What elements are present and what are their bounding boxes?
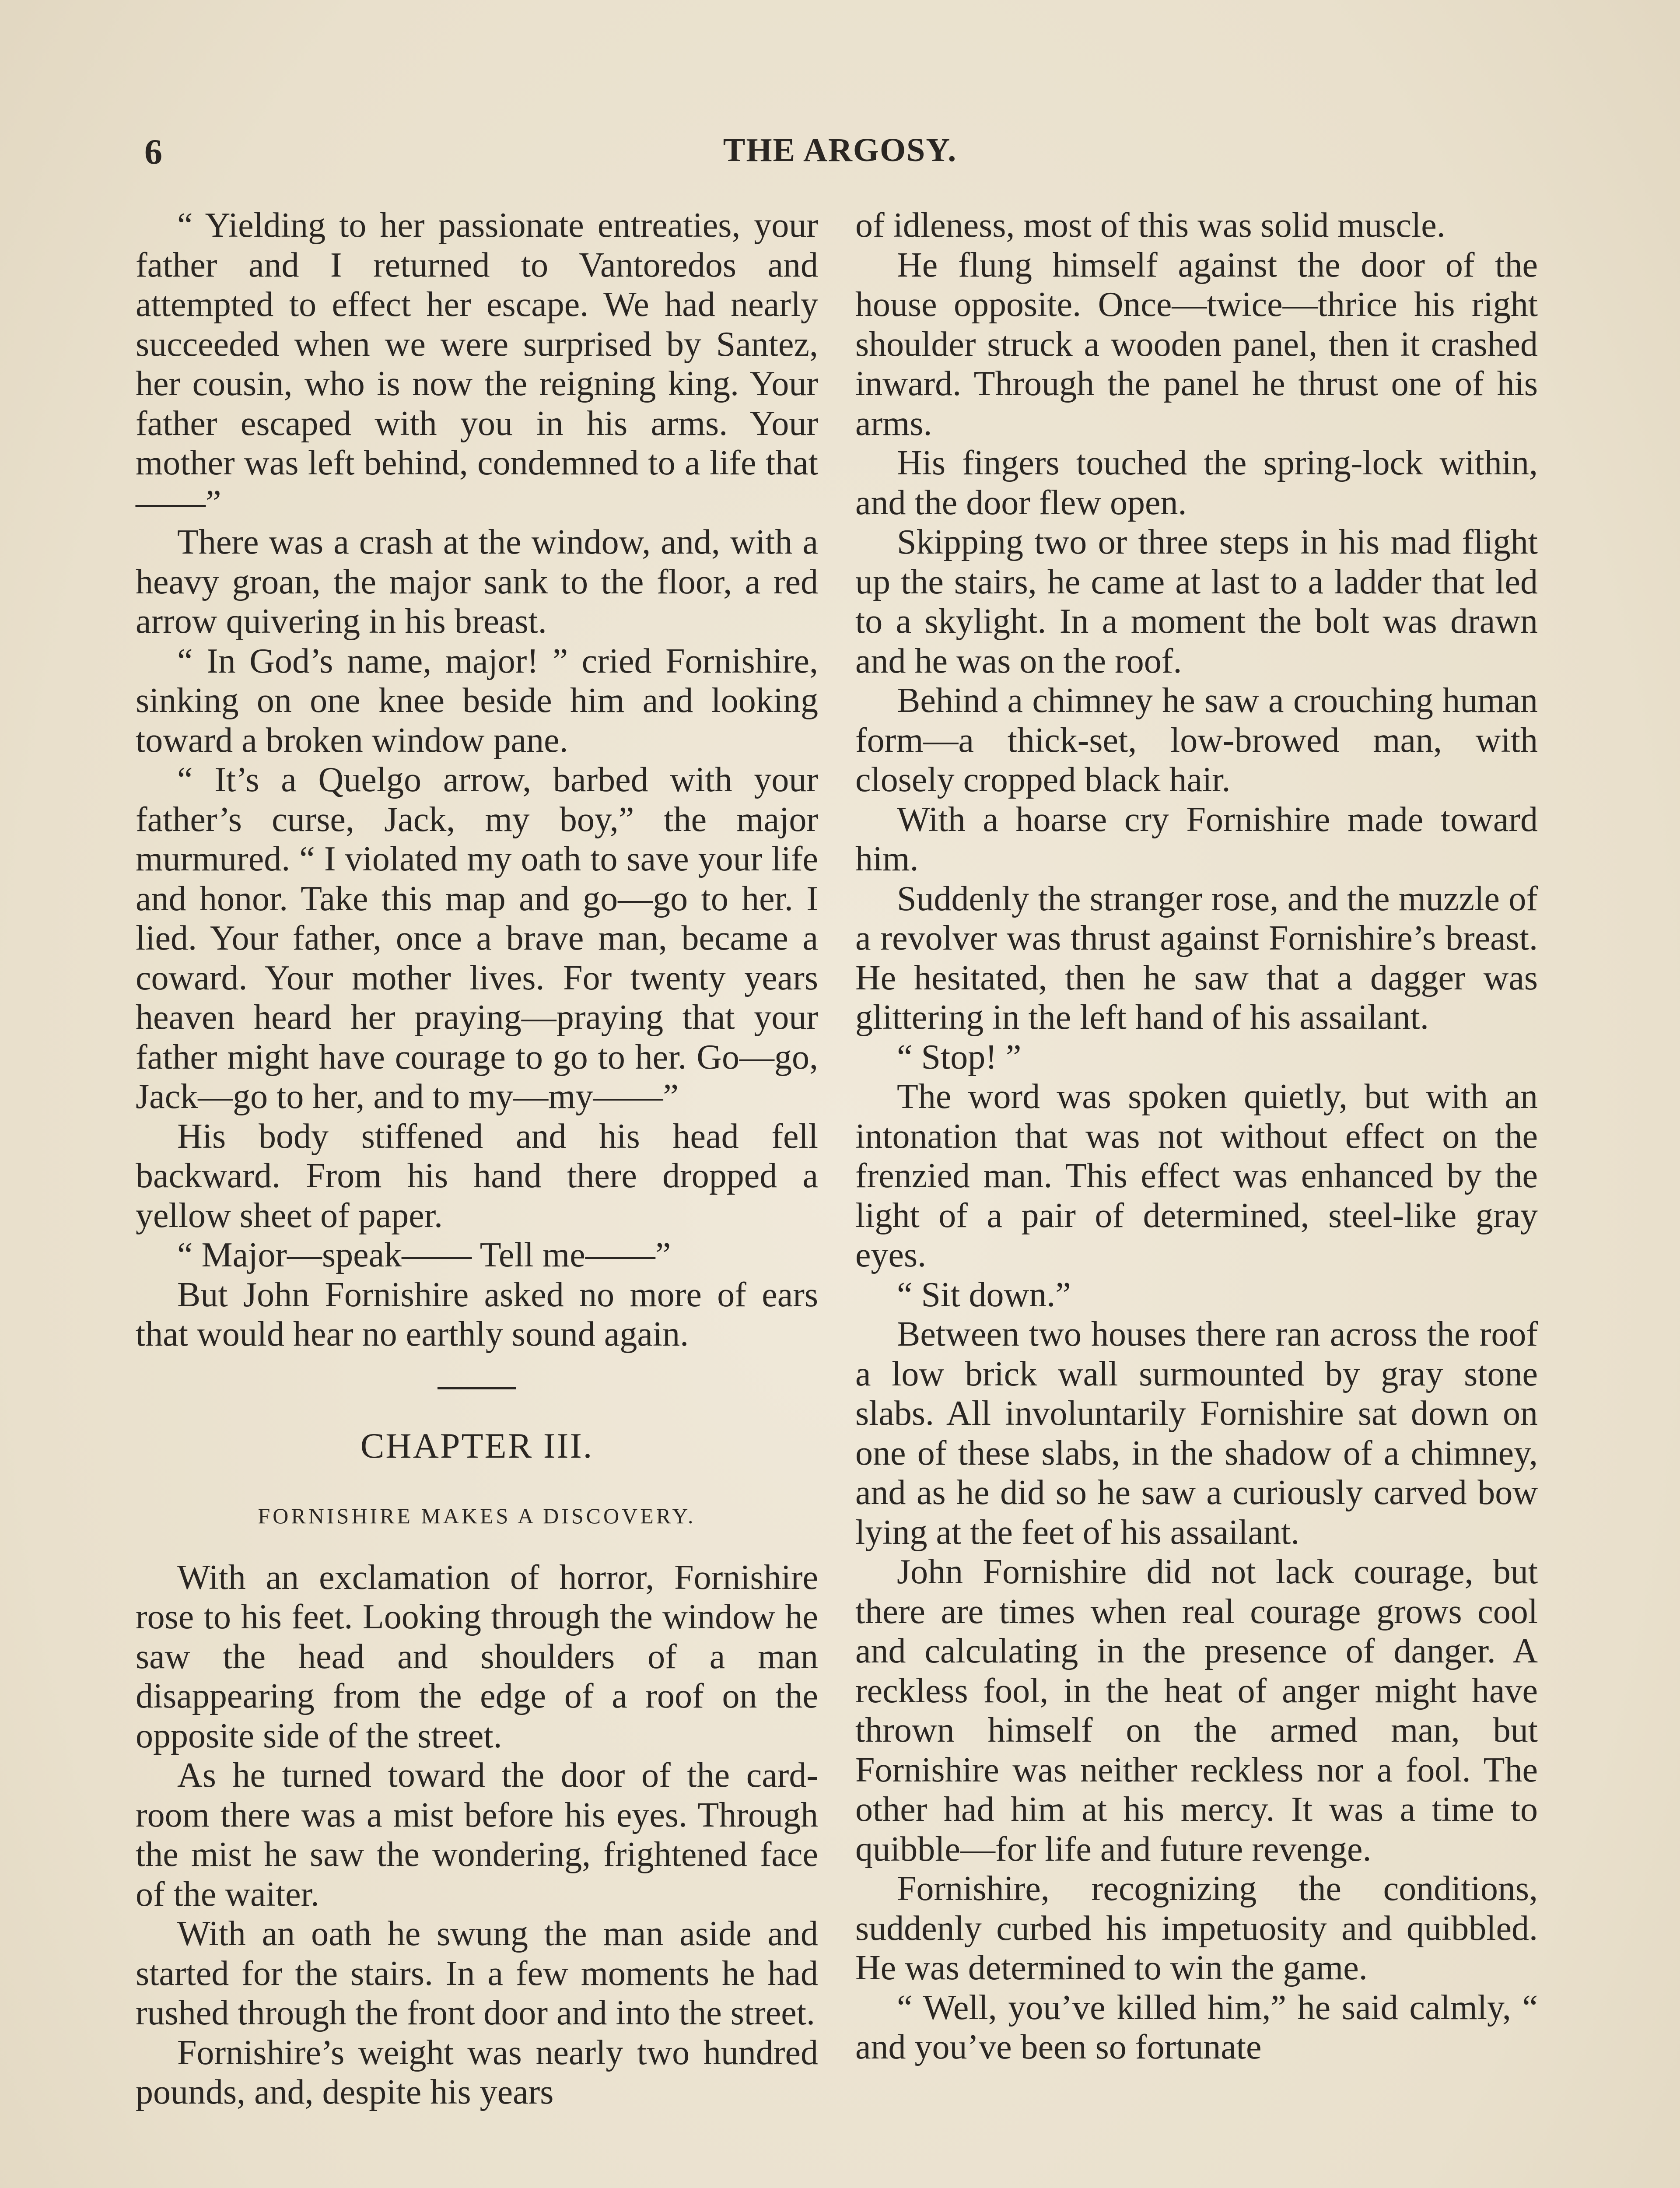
paragraph: His body stiffened and his head fell backward. From his hand there dropped a yellow sheet of paper.: [136, 1117, 818, 1235]
paragraph: John Fornishire did not lack courage, but there are times when real courage grows cool and calculating in the presence of danger. A reckless fool, in the heat of anger might have thrown himself on the armed man, but Fornishire was neither reckless nor a fool. The other had him at his mercy. It was a time to quibble—for life and future revenge.: [855, 1553, 1538, 1869]
page-header: [140, 131, 1540, 179]
paragraph: “ Sit down.”: [897, 1275, 1071, 1314]
left-column: [136, 206, 818, 2112]
paragraph: But John Fornishire asked no more of ears that would hear no earthly sound again.: [136, 1275, 818, 1353]
paragraph: “ Stop! ”: [897, 1038, 1022, 1076]
paragraph: As he turned toward the door of the card-room there was a mist before his eyes. Through the mist he saw the wondering, frightened face of the waiter.: [136, 1756, 818, 1914]
paragraph: Skipping two or three steps in his mad flight up the stairs, he came at last to a ladder that led to a skylight. In a moment the bolt was drawn and he was on the roof.: [855, 523, 1538, 680]
paragraph: He flung himself against the door of the house opposite. Once—twice—thrice his right shoulder struck a wooden panel, then it crashed inward. Through the panel he thrust one of his arms.: [855, 245, 1538, 443]
chapter-title: CHAPTER III.: [360, 1425, 594, 1466]
paragraph: With a hoarse cry Fornishire made toward him.: [855, 800, 1538, 878]
paragraph: The word was spoken quietly, but with an intonation that was not without effect on the frenzied man. This effect was enhanced by the light of a pair of determined, steel-like gray eyes.: [855, 1077, 1538, 1274]
section-divider: [438, 1387, 516, 1389]
paragraph: “ Yielding to her passionate entreaties, your father and I returned to Vantoredos and attempted to effect her escape. We had nearly succeeded when we were surprised by Santez, her cousin, who is now the reigning king. Your father escaped with you in his arms. Your mother was left behind, condemned to a life that——”: [136, 206, 818, 522]
page-number: 6: [144, 132, 162, 172]
paragraph: With an oath he swung the man aside and started for the stairs. In a few moments he had rushed through the front door and into the street.: [136, 1914, 818, 2032]
paragraph: With an exclamation of horror, Fornishire rose to his feet. Looking through the window he saw the head and shoulders of a man disappearing from the edge of a roof on the opposite side of the street.: [136, 1558, 818, 1755]
paragraph: His fingers touched the spring-lock within, and the door flew open.: [855, 444, 1538, 522]
paragraph: Fornishire’s weight was nearly two hundred pounds, and, despite his years: [136, 2033, 818, 2111]
paragraph: Between two houses there ran across the roof a low brick wall surmounted by gray stone slabs. All involuntarily Fornishire sat down on one of these slabs, in the shadow of a chimney, and as he did so he saw a curiously carved bow lying at the feet of his assailant.: [855, 1315, 1538, 1552]
paragraph: Behind a chimney he saw a crouching human form—a thick-set, low-browed man, with closely cropped black hair.: [855, 681, 1538, 799]
paragraph: of idleness, most of this was solid muscle.: [855, 206, 1446, 245]
running-title: THE ARGOSY.: [723, 132, 957, 168]
paragraph: “ It’s a Quelgo arrow, barbed with your father’s curse, Jack, my boy,” the major murmured. “ I violated my oath to save your life and honor. Take this map and go—go to her. I lied. Your father, once a brave man, became a coward. Your mother lives. For twenty years heaven heard her praying—praying that your father might have courage to go to her. Go—go, Jack—go to her, and to my—my——”: [136, 761, 818, 1116]
paragraph: “ Well, you’ve killed him,” he said calmly, “ and you’ve been so fortunate: [855, 1988, 1538, 2066]
paragraph: “ In God’s name, major! ” cried Fornishire, sinking on one knee beside him and looking toward a broken window pane.: [136, 642, 818, 760]
paragraph: Suddenly the stranger rose, and the muzzle of a revolver was thrust against Fornishire’s breast. He hesitated, then he saw that a dagger was glittering in the left hand of his assailant.: [855, 879, 1538, 1037]
paragraph: Fornishire, recognizing the conditions, suddenly curbed his impetuosity and quibbled. He was determined to win the game.: [855, 1869, 1538, 1987]
paragraph: “ Major—speak—— Tell me——”: [177, 1236, 671, 1274]
chapter-subtitle: FORNISHIRE MAKES A DISCOVERY.: [258, 1504, 696, 1528]
right-column: [855, 206, 1538, 2067]
paragraph: There was a crash at the window, and, with a heavy groan, the major sank to the floor, a red arrow quivering in his breast.: [136, 523, 818, 641]
